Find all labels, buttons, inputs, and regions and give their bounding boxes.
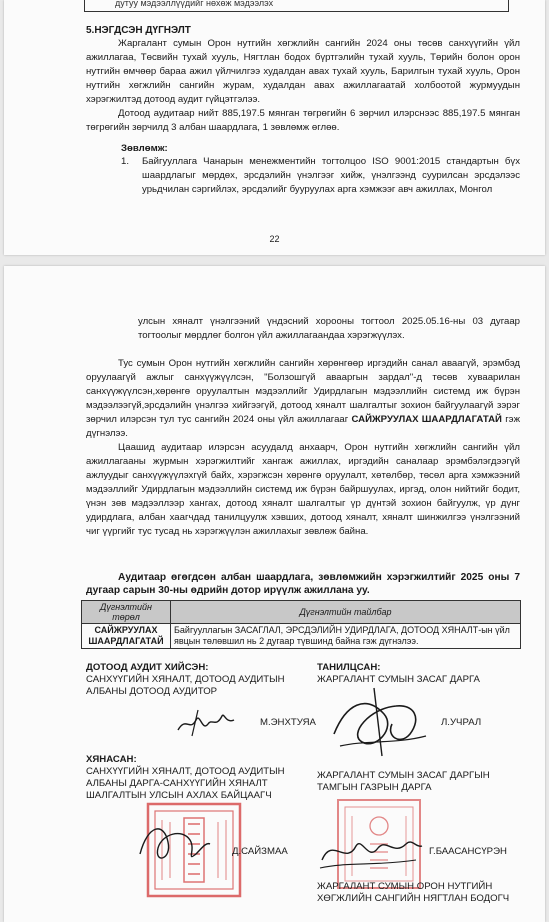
signature-governor	[326, 684, 436, 759]
rating-highlight: САЙЖРУУЛАХ ШААРДЛАГАТАЙ	[351, 414, 502, 425]
advice-paragraph: Цаашид аудитаар илэрсэн асуудалд анхаарч, Орон нутгийн хөгжлийн сангийн үйл ажиллагааны журмын хэрэгжилтийг хангаж ажиллах, иргэдийн саналаар эрэмбэлэгдээгүй ажлуудыг санхүүжүүлэхгүй байх, хэрэгжсэн хөрөнгө оруулалт, хөтөлбөр, төсөл арга хэмжээний мэдээллийг Удирдлагын мэдээллийн системд иж бүрэн байршуулах, иргэд, олон нийтийг бодит, үнэн зөв мэдээллээр хангах, дотоод хяналт шалгалтыг үр дүнтэй зохион байгуулж, үр дүнг удирдлага, албан хаагчдад танилцуулж хэвших, дотоод хяналт, хяналт шинжилгээ үнэлгээний чиг үүргийг тус тусад нь хэрэгжүүлэн ажиллахыг зөвлөж байна.	[86, 442, 520, 537]
governor-name: Л.УЧРАЛ	[441, 717, 482, 728]
summary-paragraph-2: Дотоод аудитаар нийт 885,197.5 мянган төгрөгийн 6 зөрчил илэрснээс 885,197.5 мянган төгрөгийн зөрчилд 3 албан шаардлага, 1 зөвлөмж өглөө.	[86, 108, 520, 133]
table-cell-description: Байгууллагын ЗАСАГЛАЛ, ЭРСДЭЛИЙН УДИРДЛАГА, ДОТООД ХЯНАЛТ-ын үйл явцын төлөвшил нь 2 дугаар түвшинд байна гэж дүгнэлээ.	[171, 624, 521, 649]
summary-paragraph-1: Жаргалант сумын Орон нутгийн хөгжлийн сангийн 2024 оны төсөв санхүүгийн үйл ажиллагаа, Төсвийн тухай хууль, Нягтлан бодох бүртгэлийн тухай хууль, Төрийн болон орон нутгийн өмчөөр бараа ажил үйлчилгээ худалдан авах тухай хууль, Барилгын тухай хууль, Орон нутгийн хөгжлийн сангийн журам, худалдан авах ажиллагаатай холбоотой журмуудын хэрэгжилтэд дотоод аудит гүйцэтгэлээ.	[86, 38, 520, 105]
reviewer-name: Д.САЙЗМАА	[232, 846, 288, 857]
signature-auditor	[172, 702, 242, 742]
signature-block-office-head: ЖАРГАЛАНТ СУМЫН ЗАСАГ ДАРГЫН ТАМГЫН ГАЗРЫН ДАРГА	[317, 770, 490, 793]
table-cell-rating: САЙЖРУУЛАХ ШААРДЛАГАТАЙ	[82, 624, 171, 649]
section-title: 5.НЭГДСЭН ДҮГНЭЛТ	[86, 25, 191, 36]
recommendation-1: Байгууллага Чанарын менежментийн тогтолцоо ISO 9001:2015 стандартын бүх шаардлагыг мөрдөх, эрсдэлийн үнэлгээг хийж, үнэлгээнд суурилсан эрсдэлээс урьдчилан сэргийлэх, эрсдэлийг бууруулах арга хэмжээг авч ажиллах, Монгол	[142, 156, 520, 195]
auditor-name: М.ЭНХТУЯА	[260, 717, 316, 728]
office-head-name: Г.БААСАНСҮРЭН	[429, 846, 507, 857]
table-row	[82, 624, 521, 649]
document-page-23	[4, 266, 545, 922]
recommendation-1-continued: улсын хяналт үнэлгээний үндэсний хорооны тогтоол 2025.05.16-ны 03 дугаар тогтоолыг мөрдлөг болгон үйл ажиллагаандаа хэрэгжүүлэх.	[138, 316, 520, 341]
signature-block-governor: ТАНИЛЦСАН: ЖАРГАЛАНТ СУМЫН ЗАСАГ ДАРГА	[317, 662, 480, 685]
table-fragment: дутуу мэдээллүүдийг нөхөж мэдээлэх	[84, 0, 509, 12]
conclusion-paragraph: Тус сумын Орон нутгийн хөгжлийн сангийн хөрөнгөөр иргэдийн санал аваагүй, эрэмбэд оруулаагүй ажлыг санхүүжүүлсэн, "Болзошгүй авааргын зардал"-д төсөв хуваарилан санхүүжүүлсэн,хөрөнгө оруулалтын мэдээллийг Удирдлагын мэдээллийн системд иж бүрэн мэдээлээгүй,эрсдэлийн үнэлгээ хийгээгүй, дотоод хяналт шалгалтыг зохион байгуулаагүй зэрэг зөрчил илэрсэн тул тус сангийн 2024 оны үйл ажиллагааг САЙЖРУУЛАХ ШААРДЛАГАТАЙ гэж дүгнэлээ.	[86, 358, 520, 439]
recommendation-number: 1.	[121, 156, 130, 167]
page-number: 22	[269, 234, 280, 244]
table-header-description: Дүгнэлтийн тайлбар	[171, 601, 521, 624]
deadline-paragraph: Аудитаар өгөгдсөн албан шаардлага, зөвлөмжийн хэрэгжилтийг 2025 оны 7 дугаар сарын 30-ны өдрийн дотор ирүүлж ажиллана уу.	[86, 572, 520, 596]
signature-block-auditor: ДОТООД АУДИТ ХИЙСЭН: САНХҮҮГИЙН ХЯНАЛТ, ДОТООД АУДИТЫН АЛБАНЫ ДОТООД АУДИТОР	[86, 662, 285, 697]
signature-reviewer	[134, 814, 214, 874]
signature-block-accountant: ЖАРГАЛАНТ СУМЫН ОРОН НУТГИЙН ХӨГЖЛИЙН САНГИЙН НЯГТЛАН БОДОГЧ	[317, 881, 510, 904]
rating-table	[81, 600, 521, 649]
document-page-22	[4, 0, 545, 255]
recommendation-title: Зөвлөмж:	[121, 143, 168, 154]
table-header-type: Дүгнэлтийн төрөл	[82, 601, 171, 624]
signature-block-reviewer: ХЯНАСАН: САНХҮҮГИЙН ХЯНАЛТ, ДОТООД АУДИТЫН АЛБАНЫ ДАРГА-САНХҮҮГИЙН ХЯНАЛТ ШАЛГАЛТЫН УЛСЫН АХЛАХ БАЙЦААГЧ	[86, 754, 285, 801]
signature-office-head	[316, 826, 426, 876]
